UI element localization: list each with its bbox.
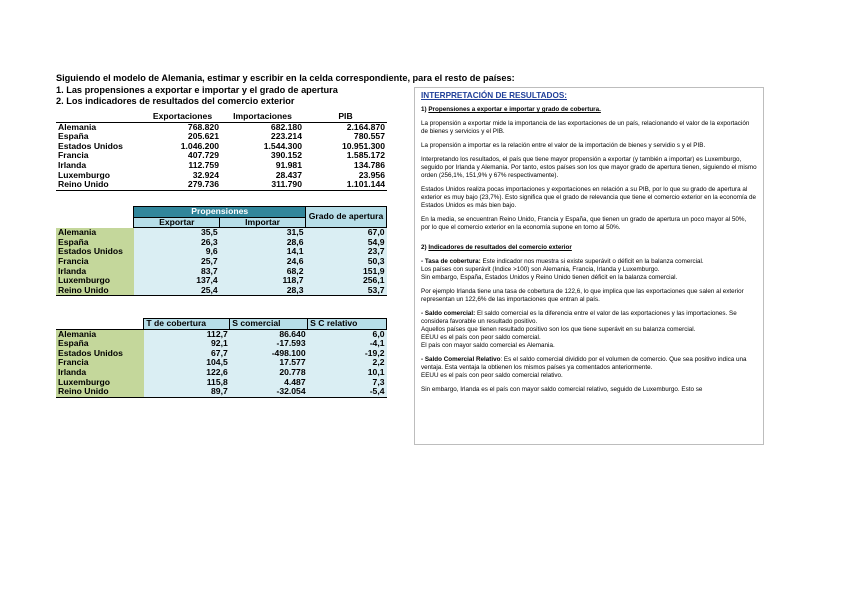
paragraph: Por ejemplo Irlanda tiene una tasa de cobertura de 122,6, lo que implica que las exportaciones que salen al exterior representan un 122,6% de las importaciones que entran al país. (421, 288, 744, 303)
col-header-importaciones: Importaciones (221, 112, 304, 122)
table-row: Francia 25,7 24,6 50,3 (58, 255, 385, 266)
instruction-line-3: 2. Los indicadores de resultados del comercio exterior (56, 96, 295, 106)
grado-apertura-header: Grado de apertura (305, 207, 386, 228)
table-row: Francia 104,5 17.577 2,2 (58, 357, 385, 368)
table-row: Alemania 35,5 31,5 67,0 (58, 226, 385, 238)
paragraph-tasa-cobertura: - Tasa de cobertura: Este indicador nos muestra si existe superávit o déficit en la balanza comercial. Los países con superávit (Indice >100) son Alemania, Francia, Irlanda y Luxemburgo. Sin embargo, España, Estados Unidos y Reino Unido tienen déficit en la balanza comercial. (421, 258, 704, 281)
paragraph-saldo-comercial: - Saldo comercial: El saldo comercial es la diferencia entre el valor de las exportaciones y las importaciones. Se considera favorable un resultado positivo. Aquellos países que tienen resultado positivo son los que tiene superávit en su balanza comercial. EEUU es el país con peor saldo comercial. El país con mayor saldo comercial es Alemania. (421, 310, 737, 349)
paragraph: Estados Unidos realiza pocas importaciones y exportaciones en relación a su PIB, por lo que su grado de apertura al exterior es muy bajo (23,7%). Esto significa que el grado de relevancia que tiene el comercio exterior en la economía de Estados Unidos es más bien bajo. (421, 186, 756, 209)
col-header-exportar: Exportar (134, 217, 220, 228)
table-row: Alemania 768.820 682.180 2.164.870 (58, 121, 385, 132)
col-header-pib: PIB (304, 112, 387, 122)
section-2-heading: 2) Indicadores de resultados del comercio exterior (421, 244, 572, 251)
table-row: Luxemburgo 32.924 28.437 23.956 (58, 169, 385, 180)
table-row: Luxemburgo 115,8 4.487 7,3 (58, 376, 385, 387)
table-row: Estados Unidos 1.046.200 1.544.300 10.951.300 (58, 140, 385, 151)
paragraph: La propensión a importar es la relación entre el valor de la importación de bienes y servidio s y el PIB. (421, 142, 706, 149)
col-header-exportaciones: Exportaciones (144, 112, 221, 122)
table-row: Reino Unido 25,4 28,3 53,7 (58, 284, 385, 295)
interpretation-textbox[interactable] (414, 87, 764, 445)
table-row: Estados Unidos 9,6 14,1 23,7 (58, 246, 385, 257)
col-header-importar: Importar (220, 217, 306, 228)
table-row: Estados Unidos 67,7 -498.100 -19,2 (58, 347, 385, 358)
col-header-tasa-cobertura: T de cobertura (144, 319, 230, 330)
propensiones-header: Propensiones (134, 207, 306, 218)
trade-data-table (56, 112, 387, 191)
paragraph: La propensión a exportar mide la importancia de las exportaciones de un país, relacionando el valor de la exportación de bienes y servicios y el PIB. (421, 120, 750, 135)
table-row: Reino Unido 279.736 311.790 1.101.144 (58, 179, 385, 190)
table-row: España 205.621 223.214 780.557 (58, 131, 385, 142)
table-row: Irlanda 112.759 91.981 134.786 (58, 159, 385, 170)
table-row: Francia 407.729 390.152 1.585.172 (58, 150, 385, 161)
instruction-line-2: 1. Las propensiones a exportar e importar y el grado de apertura (56, 84, 338, 95)
table-row: Luxemburgo 137,4 118,7 256,1 (58, 275, 385, 286)
table-row: Irlanda 83,7 68,2 151,9 (58, 265, 385, 276)
trade-indicators-table (56, 318, 387, 398)
interpretation-title: INTERPRETACIÓN DE RESULTADOS: (421, 91, 568, 100)
col-header-saldo-comercial: S comercial (230, 319, 308, 330)
section-1-heading: 1) Propensiones a exportar e importar y grado de cobertura. (421, 106, 601, 113)
table-row: Reino Unido 89,7 -32.054 -5,4 (58, 386, 385, 397)
paragraph: Sin embargo, Irlanda es el país con mayor saldo comercial relativo, seguido de Luxemburgo. Esto se (421, 386, 703, 393)
paragraph-saldo-relativo: - Saldo Comercial Relativo: Es el saldo comercial dividido por el volumen de comercio. Que sea positivo indica una ventaja. Esta ventaja la obtienen los mismos países ya comentados anteriormente. EEUU es el país con peor saldo comercial relativo. (421, 356, 747, 379)
paragraph: En la media, se encuentran Reino Unido, Francia y España, que tienen un grado de apertura un poco mayor al 50%, por lo que el comercio exterior en la economía supone en torno al 50%. (421, 216, 747, 231)
table-row: Irlanda 122,6 20.778 10,1 (58, 366, 385, 377)
col-header-saldo-relativo: S C relativo (308, 319, 387, 330)
table-row: España 26,3 28,6 54,9 (58, 236, 385, 247)
table-row: Alemania 112,7 86.640 6,0 (58, 328, 385, 339)
instruction-line-1: Siguiendo el modelo de Alemania, estimar y escribir en la celda correspondiente, para el resto de países: (56, 73, 515, 83)
paragraph: Interpretando los resultados, el país que tiene mayor propensión a exportar (y también a importar) es Luxemburgo, seguido por Irlanda y Alemania. Por tanto, estos países son los que mayor grado de apertura tienen, siguiendo el mismo orden (256,1%, 151,9% y 67% respectivamente). (421, 156, 757, 179)
propensity-table (56, 206, 387, 296)
table-row: España 92,1 -17.593 -4,1 (58, 338, 385, 349)
